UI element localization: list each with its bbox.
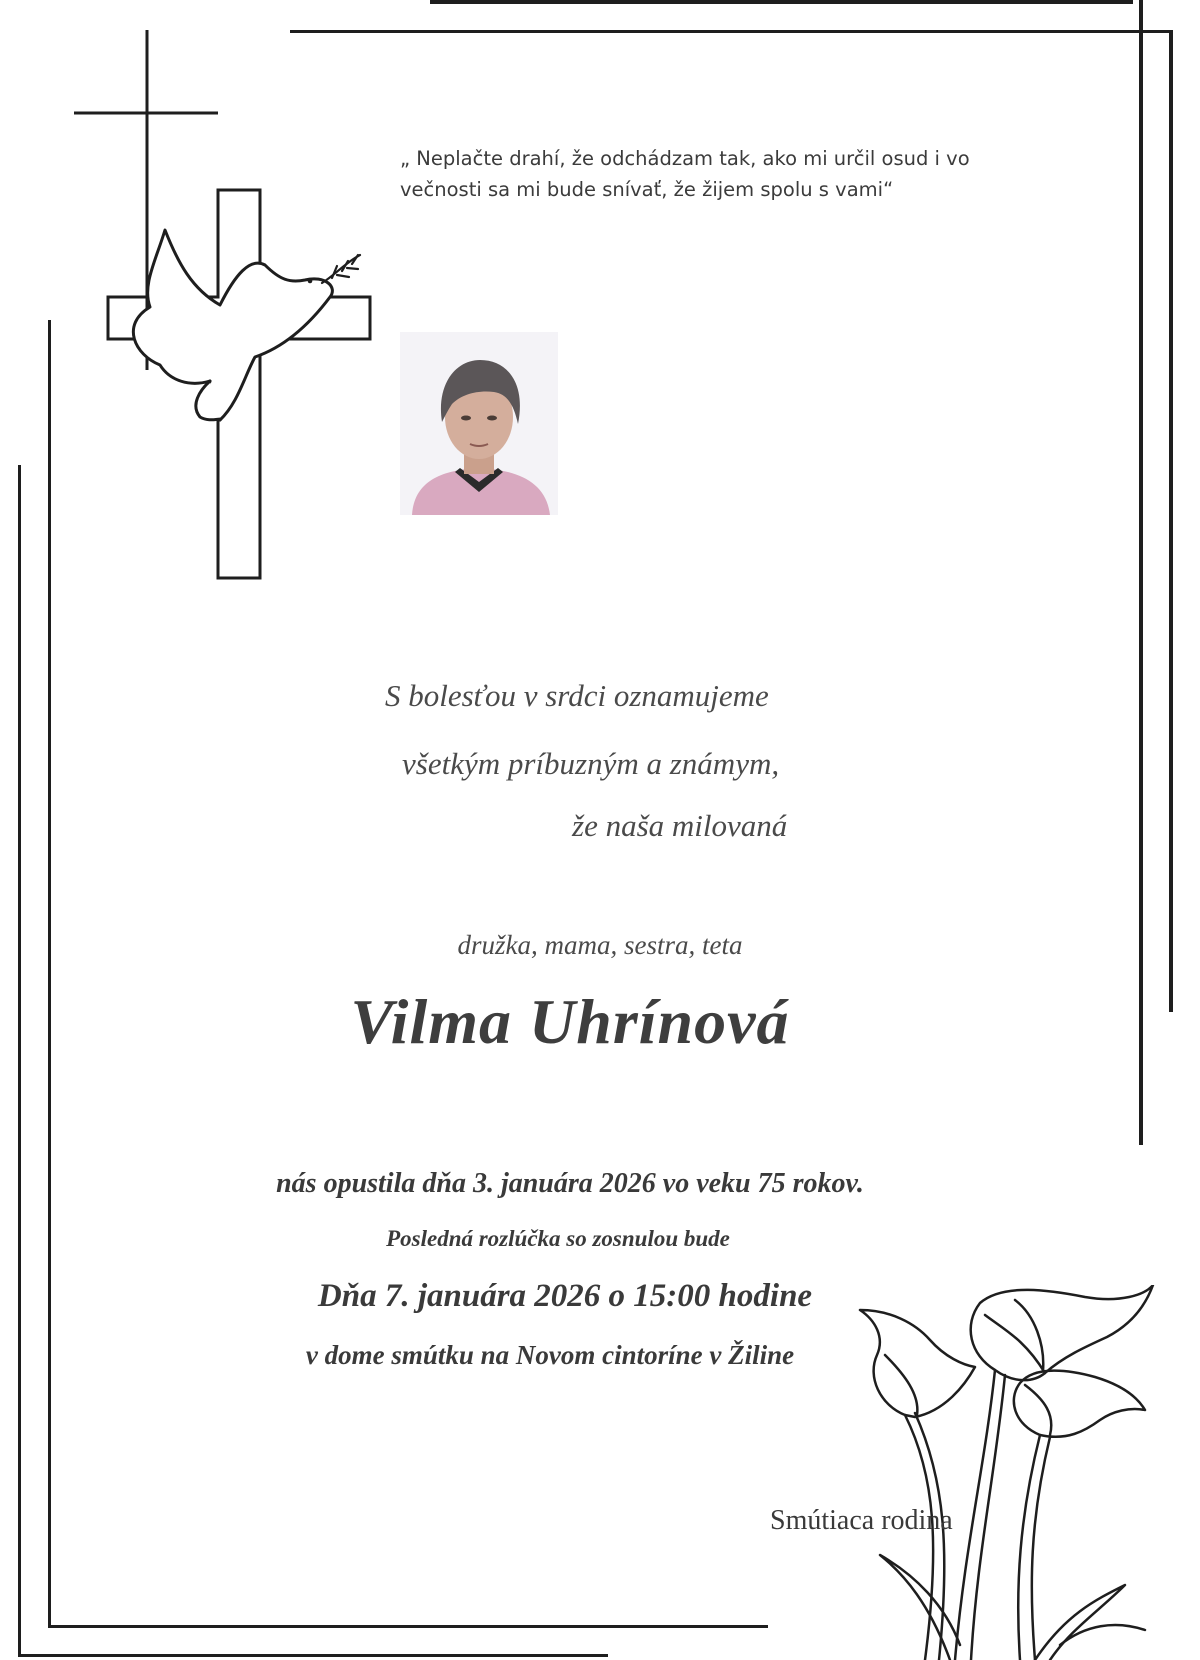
cross-dove-icon	[60, 25, 380, 585]
signature-text: Smútiaca rodina	[770, 1505, 953, 1536]
deceased-name: Vilma Uhrínová	[350, 986, 790, 1057]
frame-line-right-inner	[1139, 0, 1143, 1145]
farewell-place-line: v dome smútku na Novom cintoríne v Žiline	[305, 1340, 795, 1370]
quote-text	[400, 143, 1020, 205]
frame-line-top-inner	[290, 30, 1170, 33]
frame-line-top-outer	[430, 0, 1133, 4]
announcement-line-1: S bolesťou v srdci oznamujeme	[385, 678, 769, 713]
frame-line-right-outer	[1169, 30, 1173, 1012]
frame-line-left-outer	[18, 465, 21, 1657]
farewell-date-line: Dňa 7. januára 2026 o 15:00 hodine	[317, 1278, 813, 1314]
announcement-line-3: že naša milovaná	[572, 808, 788, 843]
announcement-line-2: všetkým príbuzným a známym,	[402, 746, 780, 781]
frame-line-bottom-outer	[18, 1654, 608, 1657]
frame-line-bottom-inner	[48, 1625, 768, 1628]
portrait-photo	[400, 332, 558, 515]
relations-text: družka, mama, sestra, teta	[457, 930, 743, 960]
quote-line-1: „ Neplačte drahí, že odchádzam tak, ako mi určil osud i vo	[400, 147, 970, 170]
quote-line-2: večnosti sa mi bude snívať, že žijem spolu s vami“	[400, 178, 894, 201]
frame-line-left-inner	[48, 320, 51, 1628]
farewell-intro-line: Posledná rozlúčka so zosnulou bude	[386, 1226, 730, 1251]
calla-lily-icon	[845, 1285, 1165, 1660]
death-date-line: nás opustila dňa 3. januára 2026 vo veku 75 rokov.	[276, 1168, 864, 1199]
